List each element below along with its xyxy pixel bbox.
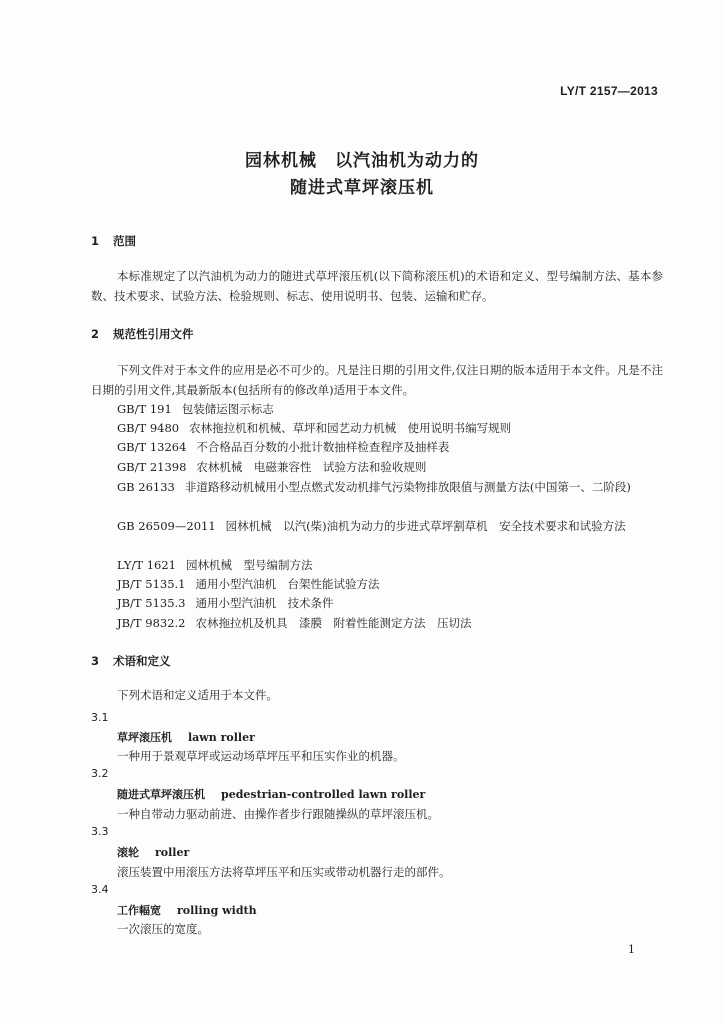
section-number: 1 bbox=[91, 234, 100, 248]
section-number: 2 bbox=[91, 327, 100, 341]
term-name bbox=[117, 786, 425, 802]
reference-code: GB 26133 bbox=[117, 480, 175, 494]
reference-title: 通用小型汽油机 台架性能试验方法 bbox=[195, 577, 380, 591]
document-title-line1: 园林机械 以汽油机为动力的 bbox=[245, 151, 479, 171]
section-title: 规范性引用文件 bbox=[113, 327, 194, 341]
section-3-heading bbox=[91, 653, 171, 669]
term-name-en: pedestrian-controlled lawn roller bbox=[221, 788, 426, 801]
term-number: 3.4 bbox=[91, 883, 109, 896]
section-title: 范围 bbox=[113, 234, 136, 248]
term-definition: 一种用于景观草坪或运动场草坪压平和压实作业的机器。 bbox=[117, 749, 405, 763]
section-3-intro: 下列术语和定义适用于本文件。 bbox=[117, 688, 278, 702]
document-title-line2: 随进式草坪滚压机 bbox=[290, 178, 434, 198]
reference-title: 通用小型汽油机 技术条件 bbox=[195, 596, 334, 610]
section-1-body: 本标准规定了以汽油机为动力的随进式草坪滚压机(以下简称滚压机)的术语和定义、型号编制方法、基本参数、技术要求、试验方法、检验规则、标志、使用说明书、包装、运输和贮存。 bbox=[91, 269, 663, 303]
standard-code: LY/T 2157—2013 bbox=[560, 84, 658, 98]
term-name-cn: 滚轮 bbox=[117, 846, 139, 859]
reference-title: 农林拖拉机和机械、草坪和园艺动力机械 使用说明书编写规则 bbox=[189, 421, 512, 435]
reference-code: GB/T 191 bbox=[117, 402, 172, 416]
term-definition: 一次滚压的宽度。 bbox=[117, 922, 209, 936]
reference-title: 园林机械 型号编制方法 bbox=[185, 558, 313, 572]
term-name bbox=[117, 729, 255, 745]
term-name-en: lawn roller bbox=[188, 731, 255, 744]
section-2-intro: 下列文件对于本文件的应用是必不可少的。凡是注日期的引用文件,仅注日期的版本适用于本文件。凡是不注日期的引用文件,其最新版本(包括所有的修改单)适用于本文件。 bbox=[91, 363, 663, 397]
reference-item bbox=[117, 419, 511, 438]
term-name-cn: 草坪滚压机 bbox=[117, 731, 172, 744]
reference-title: 农林机械 电磁兼容性 试验方法和验收规则 bbox=[196, 460, 427, 474]
reference-item bbox=[117, 438, 449, 457]
section-2-heading bbox=[91, 326, 194, 342]
term-name-en: roller bbox=[155, 846, 190, 859]
reference-code: LY/T 1621 bbox=[117, 558, 176, 572]
term-name bbox=[117, 902, 257, 918]
reference-title: 园林机械 以汽(柴)油机为动力的步进式草坪割草机 安全技术要求和试验方法 bbox=[225, 519, 626, 533]
reference-title: 不合格品百分数的小批计数抽样检查程序及抽样表 bbox=[196, 440, 450, 454]
term-definition: 一种自带动力驱动前进、由操作者步行跟随操纵的草坪滚压机。 bbox=[117, 807, 439, 821]
reference-code: GB 26509—2011 bbox=[117, 519, 216, 533]
reference-code: JB/T 5135.1 bbox=[117, 577, 186, 591]
page-number: 1 bbox=[628, 943, 635, 956]
section-number: 3 bbox=[91, 654, 100, 668]
reference-item bbox=[117, 614, 472, 633]
reference-item bbox=[117, 458, 426, 477]
section-1-heading bbox=[91, 233, 136, 249]
term-definition: 滚压装置中用滚压方法将草坪压平和压实或带动机器行走的部件。 bbox=[117, 865, 451, 879]
reference-item bbox=[91, 478, 663, 498]
term-name bbox=[117, 844, 189, 860]
reference-code: JB/T 5135.3 bbox=[117, 596, 186, 610]
reference-item bbox=[117, 400, 274, 419]
section-title: 术语和定义 bbox=[113, 654, 171, 668]
reference-item bbox=[117, 556, 312, 575]
reference-code: GB/T 21398 bbox=[117, 460, 187, 474]
term-name-cn: 随进式草坪滚压机 bbox=[117, 788, 205, 801]
reference-item bbox=[117, 594, 334, 613]
term-number: 3.1 bbox=[91, 711, 109, 724]
term-number: 3.2 bbox=[91, 767, 109, 780]
reference-title: 农林拖拉机及机具 漆膜 附着性能测定方法 压切法 bbox=[195, 616, 472, 630]
reference-code: JB/T 9832.2 bbox=[117, 616, 186, 630]
reference-code: GB/T 13264 bbox=[117, 440, 187, 454]
reference-title: 包装储运图示标志 bbox=[181, 402, 274, 416]
reference-item bbox=[117, 575, 380, 594]
term-name-cn: 工作幅宽 bbox=[117, 904, 161, 917]
reference-item bbox=[91, 517, 663, 537]
term-name-en: rolling width bbox=[177, 904, 257, 917]
reference-code: GB/T 9480 bbox=[117, 421, 180, 435]
term-number: 3.3 bbox=[91, 825, 109, 838]
reference-title: 非道路移动机械用小型点燃式发动机排气污染物排放限值与测量方法(中国第一、二阶段) bbox=[184, 480, 631, 494]
